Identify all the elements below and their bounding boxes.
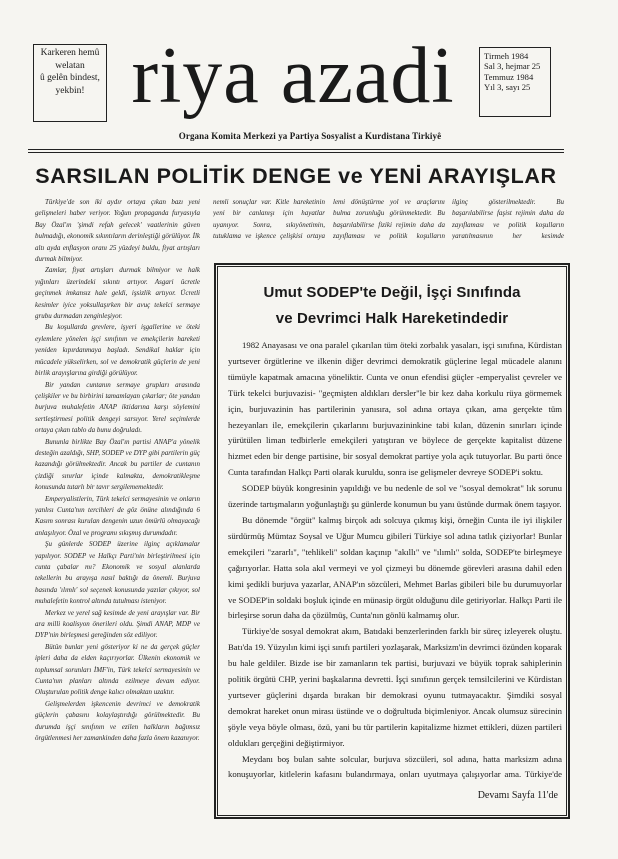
slogan-line: yekbin! (55, 85, 85, 96)
feature-paragraph: Bu dönemde "örgüt" kalmış birçok adı solcuya çıkmış kişi, örneğin Cunta ile iyi ilişkiler sürdürmüş Mümtaz Soysal ve Uğur Mumcu gibileri Türkiye sol adına tatlık çiziyorlar! Bunlar emekçileri "zararlı", "tehlikeli" soldan kaçınıp "akıllı" ve "ılımlı" solda, SODEP'te birleşmeye çağırıyorlar. Hatta sola akıl vermeyi ve yol çizmeyi bu dönemde görevleri arasına dahil eden kimi şedikli burjuva yazarlar, ANAP'ın sözcüleri, Mehmet Barlas gibileri bile bu durumuyorlar ve SODEP'in soldaki boşluk içinde en münasip örgüt olduğunu dile getiriyorlar. Halkçı Parti ile birleşirse sorun daha da çözülmüş, Cunta'nın gönlü kalmamış olur. (228, 514, 562, 621)
article-continuation-column (452, 197, 564, 242)
lead-article-column (35, 197, 200, 837)
main-headline: SARSILAN POLİTİK DENGE ve YENİ ARAYIŞLAR (35, 164, 557, 188)
feature-paragraph: Meydanı boş bulan sahte solcular, burjuva sözcüleri, sol adına, hatta marksizm adına konuşuyorlar, kitlelerin kafasını bulandırmaya, onları uyutmaya çalışıyorlar ama. Türkiye'de (228, 753, 562, 780)
lead-paragraph: Bununla birlikte Bay Özal'ın partisi ANAP'a yönelik desteğin azaldığı, SHP, SODEP ve DYP gibi partilerin güç kazandığı görülmektedir. Ancak bu partiler de cuntanın çizdiği sınırlar içinde kalmakta, demokratikleşme konusunda tutarlı bir tavır sergilememektedir. (35, 437, 200, 492)
continuation-text: ilginç gösterilmektedir. Bu başarılabilirse faşist rejimin daha da zayıflaması ve politik koşulların yaratılmasının her kesimde (452, 198, 564, 241)
article-continuation-column (213, 197, 325, 242)
issue-line: Tirmeh 1984 (484, 51, 529, 61)
lead-paragraph: Gelişmelerden işkencenin devrimci ve demokratik güçlerin çabasını kolaylaştırdığı görülmektedir. Bu durumda işçi sınıfının ve ezilen halkların bağımsız örgütlenmesi her zamankinden daha fazla önem kazanıyor. (35, 699, 200, 743)
feature-headline-line: ve Devrimci Halk Hareketindedir (275, 310, 509, 327)
masthead-rule-thin (28, 152, 564, 153)
lead-paragraph: Şu günlerde SODEP üzerine ilginç açıklamalar yapılıyor. SODEP ve Halkçı Parti'nin birleştirilmesi için cunta çabalar mı? Ekonomik ve sosyal alanlarda tekellerin bu arayışa nasıl baktığı da önemli. Burjuva basında 'ılımlı' sol seçenek konusunda yazılar çıkıyor, sol muhalefetin kontrol altında tutulması isteniyor. (35, 540, 200, 606)
lead-paragraph: Türkiye'de son iki aydır ortaya çıkan bazı yeni gelişmeleri haber veriyor. Yoğun propaganda furyasıyla Bay Özal'ın 'şimdi refah gelecek' vaatlerinin güven bulmadığı, ekonomik sıkıntıların derinleştiği görülüyor. İlk altı ayda enflasyon oranı 25 yüzdeyi buldu, fiyat artışları durmak bilmiyor. (35, 198, 200, 264)
slogan-box (33, 44, 107, 122)
issue-info-box (479, 47, 551, 117)
masthead-rule (28, 149, 564, 150)
lead-paragraph: Bütün bunlar yeni gösteriyor ki ne da gerçek güçler ipleri daha da elden kaçırıyorlar. Ülkenin ekonomik ve toplumsal sorunları İMF'in, Türk tekelci sermayesinin ve Cunta'nın planları altında ezilmeye devam ediyor. Oluşturulan politik denge kalıcı olmaktan uzaktır. (35, 642, 200, 697)
article-continuation-column (333, 197, 445, 242)
lead-paragraph: Bu koşullarda grevlere, işyeri işgallerine ve öteki eylemlere yönelen işçi sınıfının ve emekçilerin hareketi yeniden kıpırdanmaya başladı. Sendikal haklar için mücadele yükselirken, sol ve demokratik güçlerin de yeni birlik arayışlarına girdiği görülüyor. (35, 323, 200, 378)
slogan-line: û gelên bindest, (40, 73, 100, 83)
lead-paragraph: Emperyalistlerin, Türk tekelci sermayesinin ve onların yanlısı Cunta'nın tercihleri de göz önüne alındığında 6 Kasım sonrası kurulan dengenin uzun ömürlü olmayacağı anlaşılıyor. Özal ve programı sıkışmış durumdadır. (35, 494, 200, 537)
continuation-text: lemi dönüştürme yol ve araçlarını bulma zorunluğu görünmektedir. Bu başarılabilirse fiziki rejimin daha da zayıflaması ve politik koşulların (333, 198, 445, 241)
feature-headline (222, 280, 562, 332)
lead-paragraph: Bir yandan cuntanın sermaye grupları arasında çelişkiler ve bu birbirini tamamlayan çıkarlar; öte yandan burjuva muhalefetin ANAP iktidarına karşı söylemini sertleştirmesi politik dengeyi sarsıyor. Yerel seçimlerde ortaya çıkan tablo da bunu doğruladı. (35, 380, 200, 435)
slogan-line: welatan (55, 60, 85, 71)
feature-paragraph: 1982 Anayasası ve ona paralel çıkarılan tüm öteki zorbalık yasaları, işçi sınıfına, Kürdistan yurtsever örgütlerine ve ilkenin diğer devrimci demokratik güçlerine legal mücadele alanını tümüyle kapatmak amacına yöneliktir. Cunta ve onun efendisi güçler -emperyalist çevreler ve Türk tekelci burjuvazisi- "geçmişten aldıkları dersler"le bir kez daha korkulu rüya görmemek için, burjuvazinin has partilerinin yanısıra, sol adına ortaya çıkan, ama gerçekte tüm hezeyanları ile, emekçilerin çıkarlarını burjuvazininkine tabi kılan, düzenin sınırları içinde yürütülen liman tedbirlerle emekçileri yatıştıran ve böylece de gerçekte kapitalist düzene hizmet eden bir denge partisine, bir sosyal demokrat partiye yola açık tutuyorlar. Bu parti önce Cunta tarafından Halkçı Parti olarak kuruldu, sonra ise gelişmeler devreye SODEP'i soktu. (228, 340, 562, 478)
feature-headline-line: Umut SODEP'te Değil, İşçi Sınıfında (263, 284, 521, 301)
feature-paragraph: Türkiye'de sosyal demokrat akım, Batıdaki benzerlerinden farklı bir süreç izleyerek oluştu. Batı'da 19. Yüzyılın kimi işçi sınıfı partileri yozlaşarak, Marksizm'in devrimci özünden koparak bu hale geldiler. Bizde ise bir zamanların tek partisi, burjuvazi ve büyük toprak sahiplerinin politik örgütü CHP, yerini başkalarına devretti. İşçi sınıfının gerçek temsilcilerini ve Kürdistan yurtsever güçlerini dışarda bırakan bir demokrasi oyunu tutmayacaktır. Şimdiki sosyal demokrat hareket onun mirası üstünde ve o doğrultuda biçimleniyor. Ancak olumsuz sürecinin şöyle veya böyle olması, özü, yani bu tür partilerin kapitalizme hizmet ettikleri, düzen partileri oldukları gerçeğini değiştirmiyor. (228, 626, 562, 748)
continuation-text: nemli sonuçlar var. Kitle hareketinin yeni bir canlanışı için hayatlar uyanıyor. Sonra, sıkıyönetimin, tutuklama ve işkence çelişkisi ortaya (213, 198, 325, 241)
issue-line: Sal 3, hejmar 25 (484, 61, 541, 72)
issue-line: Yıl 3, sayı 25 (484, 81, 531, 92)
slogan-line: Karkeren hemû (40, 48, 100, 58)
lead-paragraph: Merkez ve yerel sağ kesimde de yeni arayışlar var. Bir ara milli koalisyon önerileri oldu. Şimdi ANAP, MDP ve DYP'nin birleşmesi gereğinden söz ediliyor. (35, 608, 200, 640)
continued-on-page[interactable]: Devamı Sayfa 11'de (477, 790, 558, 801)
lead-paragraph: Zamlar, fiyat artışları durmak bilmiyor ve halk yığınları üzerindeki sıkıntı artıyor. Asgari ücretle geçinmek imkansız hale geldi, işsizlik artıyor. Ücretli kesimler iyice yoksullaşırken bir avuç tekelci sermaye grubu durmadan zenginleşiyor. (35, 266, 200, 321)
feature-paragraph: SODEP büyük kongresinin yapıldığı ve bu nedenle de sol ve "sosyal demokrat" lık sorunu üzerinde tartışmaların yoğunlaştığı şu günlerde konumun bu yanı üstünde durmak önem taşıyor. (228, 483, 562, 510)
newspaper-title: riya azadi (131, 32, 455, 120)
issue-line: Temmuz 1984 (484, 71, 534, 82)
masthead-subtitle: Organa Komita Merkezi ya Partiya Sosyalist a Kurdistana Tirkiyê (178, 131, 442, 141)
feature-body (228, 338, 562, 785)
